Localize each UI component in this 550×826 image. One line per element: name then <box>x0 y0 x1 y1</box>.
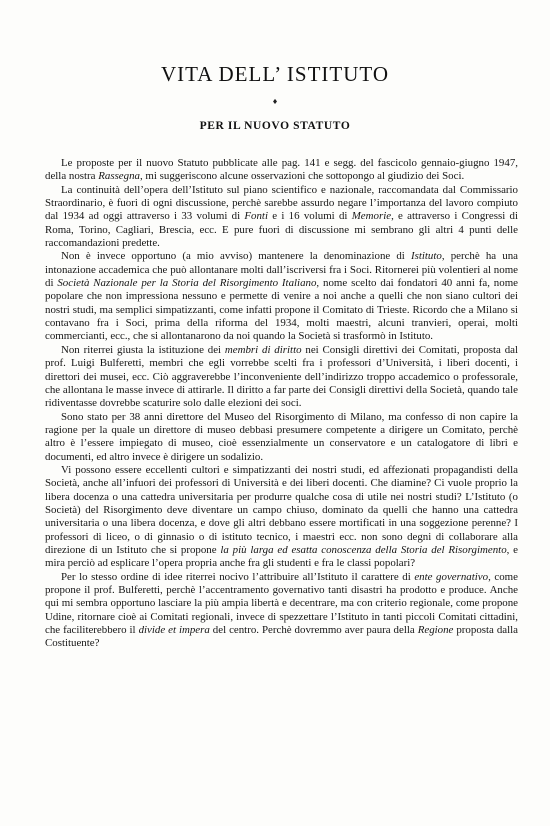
text-run: Non è invece opportuno (a mio avviso) mantenere la denominazione di <box>61 250 411 263</box>
paragraph <box>45 157 518 184</box>
text-run: Non riterrei giusta la istituzione dei <box>61 343 225 356</box>
paragraph <box>45 250 518 343</box>
italic-text-run: Fonti <box>244 210 268 223</box>
text-run: , e attraverso i Congressi di Roma, Torino, Cagliari, Brescia, ecc. E pure fuori di discussione mi sembrano gli altri 4 punti delle raccomandazioni predette. <box>45 210 518 250</box>
italic-text-run: membri di diritto <box>224 343 302 356</box>
text-run: Sono stato per 38 anni direttore del Museo del Risorgimento di Milano, ma confesso di non capire la ragione per la quale un direttore di museo debbasi presumere competente a dirigere un Comitato, perchè altro è l’essere impiegato di museo, cioè essenzialmente un conservatore e un catalogatore di libri e documenti, ed altro invece è dirigere un sodalizio. <box>45 410 518 463</box>
paragraph <box>45 184 518 251</box>
ornament-icon: ♦ <box>271 98 279 106</box>
text-run: proposta dalla Costituente? <box>45 624 518 650</box>
text-run: Le proposte per il nuovo Statuto pubblicate alle pag. 141 e segg. del fascicolo gennaio-giugno 1947, della nostra <box>45 157 518 183</box>
text-run: La continuità dell’opera dell’Istituto sul piano scientifico e nazionale, raccomandata dal Commissario Straordinario, è fuori di ogni discussione, perchè sarebbe assurdo negare l’importanza del lavoro compiuto dal 1934 ad oggi attraverso i 33 volumi di <box>45 183 518 223</box>
italic-text-run: Memorie <box>351 210 392 223</box>
text-run: Per lo stesso ordine di idee riterrei nocivo l’attribuire all’Istituto il carattere di <box>61 570 415 583</box>
italic-text-run: ente governativo <box>414 570 489 583</box>
text-run: nei Consigli direttivi dei Comitati, proposta dal prof. Luigi Bulferetti, membri che egli vorrebbe scelti fra i professori d’Università, i liberi docenti, i direttori dei musei, ecc. Ciò aggraverebbe l’inconveniente dell’indirizzo troppo accademico o professorale, che allontana le masse invece di attirarle. Il diritto a far parte dei Consigli direttivi della Società, quando tale ridiventasse dovrebbe scaturire solo dalle elezioni dei soci. <box>45 343 519 410</box>
italic-text-run: Rassegna <box>98 170 140 183</box>
italic-text-run: Società Nazionale per la Storia del Risorgimento Italiano <box>57 277 317 290</box>
text-run: , e mira perciò ad esplicare l’opera propria anche fra gli studenti e fra le classi popolari? <box>45 543 519 570</box>
paragraph <box>45 464 518 571</box>
article-body <box>45 157 518 651</box>
paragraph <box>45 344 518 411</box>
text-run: , mi suggeriscono alcune osservazioni che sottopongo al giudizio dei Soci. <box>139 170 465 183</box>
text-run: , nome scelto dai fondatori 40 anni fa, nome popolare che non impressiona nessuno e permette di venire a noi anche a quelli che non siano cultori dei nostri studi, ma semplici simpatizzanti, come infatti propone il Comitato di Trieste. Ricordo che a Milano si contavano fra i Soci, prima della riforma del 1934, molti maestri, alcuni tranvieri, operai, molti commercianti, ecc., che si allontanarono da noi quando la Società si trasformò in Istituto. <box>45 277 519 343</box>
paragraph <box>45 411 518 464</box>
italic-text-run: Istituto <box>410 250 442 263</box>
italic-text-run: la più larga ed esatta conoscenza della Storia del Risorgimento <box>220 543 507 556</box>
italic-text-run: divide et impera <box>138 624 210 637</box>
page-title: VITA DELL’ ISTITUTO <box>160 62 390 86</box>
paragraph <box>45 571 518 651</box>
text-run: e i 16 volumi di <box>268 210 352 223</box>
text-run: , perchè ha una intonazione accademica che può allontanare molti dall’iscriversi fra i Soci. Ritornerei più volentieri al nome di <box>45 250 518 290</box>
text-run: , come propone il prof. Bulferetti, perchè l’accentramento governativo tanti disastri ha prodotto e produce. Anche qui mi sembra opportuno lasciare la più ampia libertà e decentrare, ma con criterio regionale, come propone Udine, ritornare cioè ai Comitati regionali, invece di spezzettare l’Istituto in tanti piccoli Comitati cittadini, che faciliterebbero il <box>45 570 518 637</box>
text-run: del centro. Perchè dovremmo aver paura della <box>209 624 418 637</box>
italic-text-run: Regione <box>417 624 454 637</box>
text-run: Vi possono essere eccellenti cultori e simpatizzanti dei nostri studi, ed affezionati propagandisti della Società, anche all’infuori dei professori di Università e dei liberi docenti. Che diamine? Ci vuole proprio la libera docenza o una cattedra universitaria per produrre qualche cosa di utile nei nostri studi? L’Istituto (o Società) del Risorgimento deve diventare un campo chiuso, dominato da quelli che hanno una cattedra universitaria o una libera docenza, e dove gli altri debbano essere mortificati in una soggezione perenne? I professori di liceo, o di ginnasio o di istituto tecnico, i maestri ecc. non sono degni di collaborare alla direzione di un Istituto che si propone <box>45 463 518 556</box>
section-subtitle: PER IL NUOVO STATUTO <box>199 120 351 132</box>
